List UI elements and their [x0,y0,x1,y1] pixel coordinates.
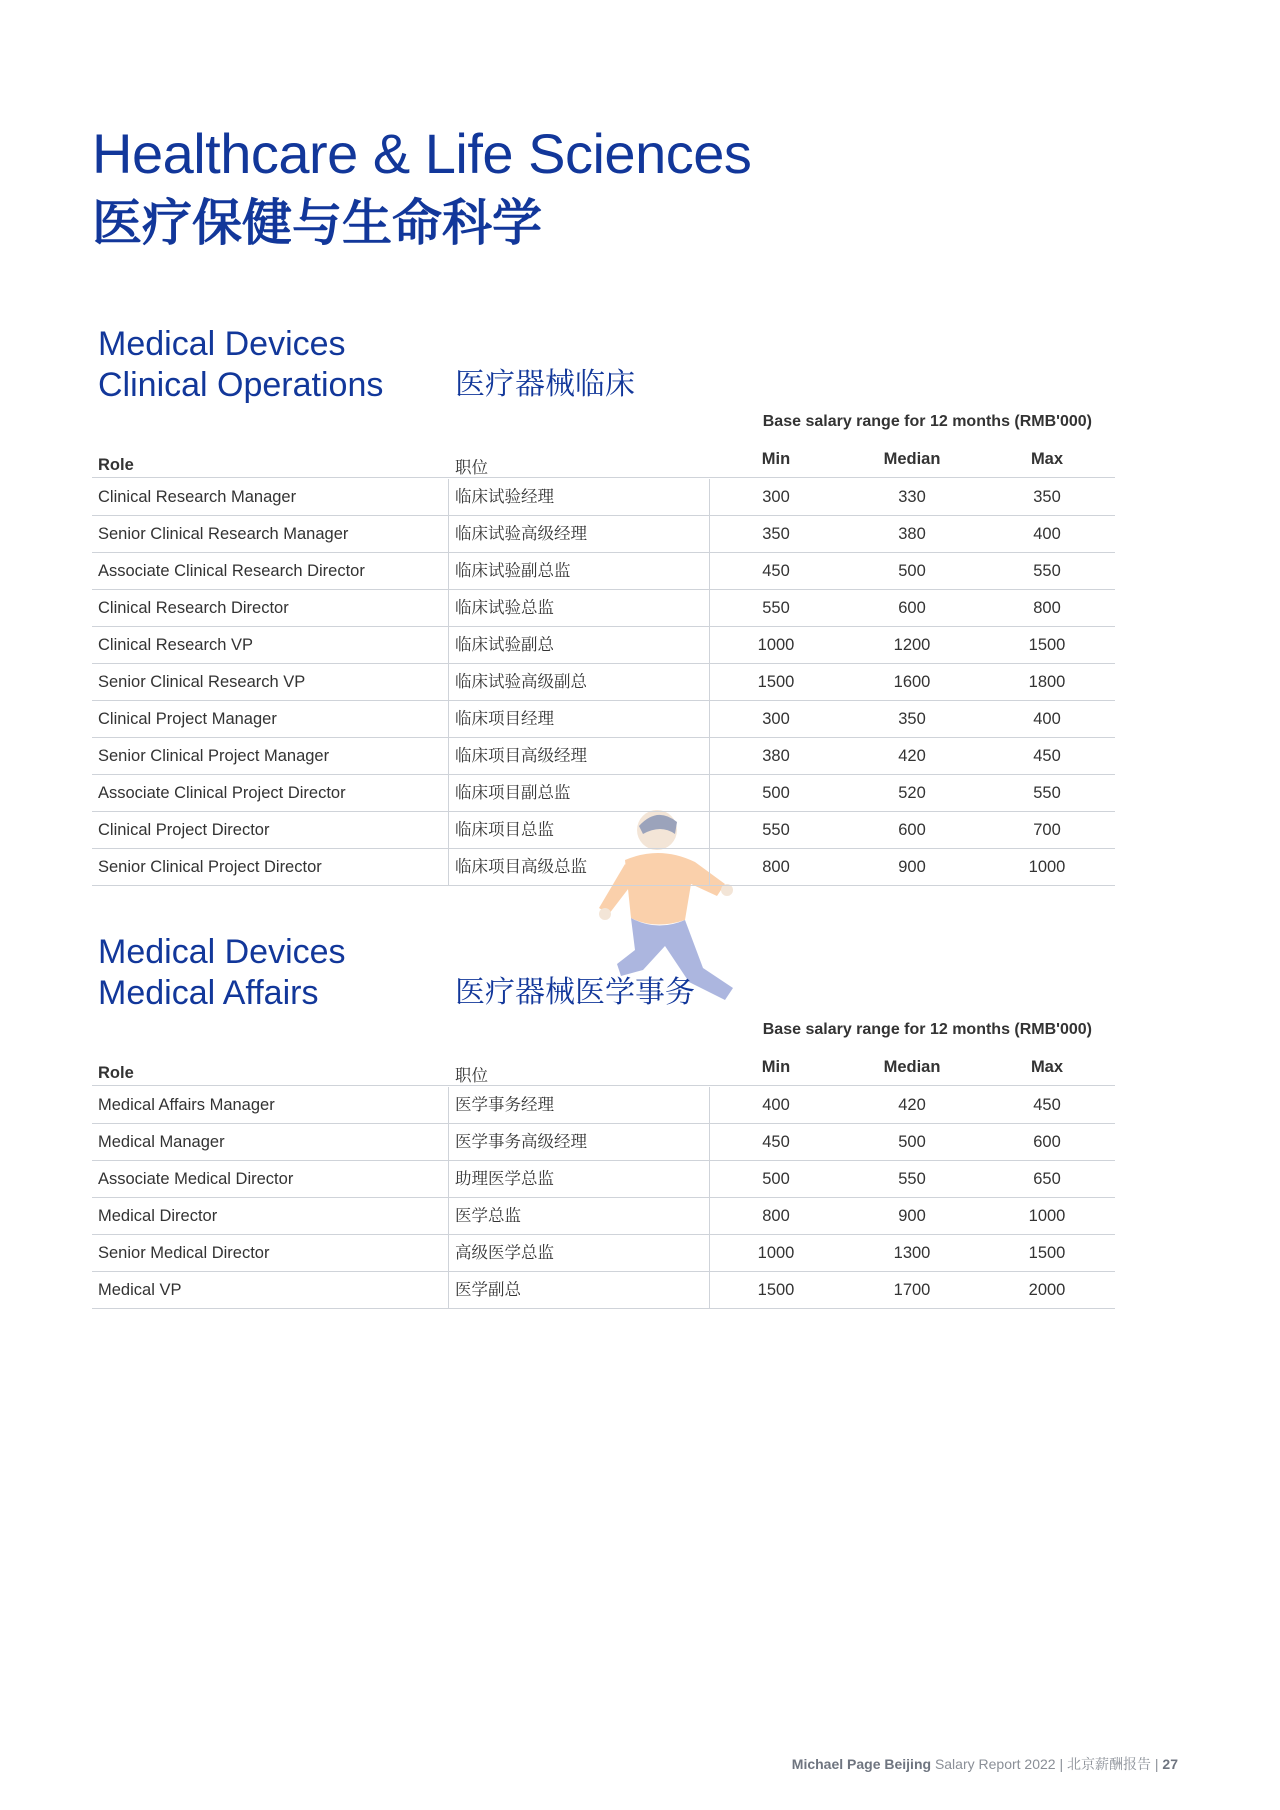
table-row [92,812,1115,849]
section-title-cn: 医疗器械临床 [455,368,635,401]
role-cell: Senior Clinical Research Manager [98,525,349,543]
role-cell: Clinical Research Director [98,599,289,617]
role-cn-cell: 临床试验副总 [455,636,554,654]
table-row [92,664,1115,701]
table-row [92,849,1115,886]
median-cell: 420 [898,1096,926,1114]
max-cell: 550 [1033,784,1061,802]
role-cell: Senior Clinical Project Manager [98,747,330,765]
role-cell: Clinical Project Director [98,821,270,839]
table-row [92,1235,1115,1272]
median-cell: 900 [898,1207,926,1225]
max-cell: 450 [1033,1096,1061,1114]
min-cell: 400 [762,1096,790,1114]
max-cell: 400 [1033,525,1061,543]
col-header-median: Median [883,1058,941,1076]
page-title-cn: 医疗保健与生命科学 [92,195,542,251]
median-cell: 1700 [893,1281,931,1299]
role-cn-cell: 临床项目高级经理 [455,747,587,765]
role-cn-cell: 临床试验经理 [455,488,554,506]
min-cell: 1000 [757,1244,795,1262]
section-title-line2: Clinical Operations [98,366,384,404]
role-cell: Medical VP [98,1281,182,1299]
max-cell: 1500 [1028,1244,1066,1262]
salary-range-label: Base salary range for 12 months (RMB'000) [762,1021,1092,1038]
table-row [92,701,1115,738]
footer-report: Salary Report 2022 [934,1756,1056,1772]
min-cell: 300 [762,710,790,728]
salary-table-clinical-operations [92,479,1115,886]
table-row [92,516,1115,553]
role-cell: Associate Clinical Research Director [98,562,365,580]
header-rule-numbers [709,1085,1115,1086]
col-header-max: Max [1030,450,1064,468]
role-cn-cell: 医学事务经理 [455,1096,554,1114]
table-row [92,738,1115,775]
median-cell: 1300 [893,1244,931,1262]
max-cell: 650 [1033,1170,1061,1188]
header-rule-numbers [709,477,1115,478]
table-row [92,627,1115,664]
min-cell: 1500 [757,1281,795,1299]
table-row [92,590,1115,627]
role-cn-cell: 临床项目高级总监 [455,858,587,876]
role-cell: Senior Clinical Project Director [98,858,322,876]
table-row [92,479,1115,516]
col-header-min: Min [761,450,791,468]
footer-divider: | [1154,1756,1163,1772]
median-cell: 420 [898,747,926,765]
table-row [92,1124,1115,1161]
col-header-role-cn: 职位 [455,1067,488,1085]
min-cell: 1500 [757,673,795,691]
median-cell: 520 [898,784,926,802]
section-title-clinical-operations [98,324,383,406]
min-cell: 300 [762,488,790,506]
col-header-role: Role [98,456,134,474]
max-cell: 600 [1033,1133,1061,1151]
min-cell: 800 [762,1207,790,1225]
max-cell: 1800 [1028,673,1066,691]
col-header-role: Role [98,1064,134,1082]
median-cell: 330 [898,488,926,506]
role-cell: Senior Clinical Research VP [98,673,306,691]
median-cell: 500 [898,562,926,580]
table-row [92,775,1115,812]
role-cn-cell: 临床试验总监 [455,599,554,617]
max-cell: 2000 [1028,1281,1066,1299]
footer-company: Michael Page Beijing [791,1756,932,1772]
col-header-max: Max [1030,1058,1064,1076]
role-cell: Medical Manager [98,1133,225,1151]
max-cell: 350 [1033,488,1061,506]
col-header-median: Median [883,450,941,468]
role-cn-cell: 医学总监 [455,1207,521,1225]
role-cell: Medical Director [98,1207,218,1225]
salary-table-medical-affairs [92,1087,1115,1309]
page-footer [792,1754,1178,1774]
median-cell: 600 [898,821,926,839]
page-number: 27 [1162,1756,1178,1772]
table-row [92,1272,1115,1309]
footer-divider: | [1059,1756,1067,1772]
role-cn-cell: 助理医学总监 [455,1170,554,1188]
role-cell: Associate Clinical Project Director [98,784,346,802]
col-header-min: Min [761,1058,791,1076]
role-cn-cell: 医学事务高级经理 [455,1133,587,1151]
role-cell: Clinical Project Manager [98,710,277,728]
section-title-line1: Medical Devices [98,325,346,363]
max-cell: 700 [1033,821,1061,839]
role-cn-cell: 临床项目总监 [455,821,554,839]
role-cn-cell: 高级医学总监 [455,1244,554,1262]
role-cn-cell: 医学副总 [455,1281,521,1299]
min-cell: 1000 [757,636,795,654]
role-cell: Clinical Research Manager [98,488,297,506]
section-title-medical-affairs [98,932,346,1014]
table-row [92,1087,1115,1124]
table-row [92,1161,1115,1198]
role-cell: Senior Medical Director [98,1244,270,1262]
min-cell: 550 [762,821,790,839]
median-cell: 350 [898,710,926,728]
min-cell: 500 [762,1170,790,1188]
max-cell: 1500 [1028,636,1066,654]
section-title-cn: 医疗器械医学事务 [455,976,695,1009]
section-title-line1: Medical Devices [98,933,346,971]
median-cell: 1600 [893,673,931,691]
max-cell: 1000 [1028,1207,1066,1225]
footer-report-cn: 北京薪酬报告 [1067,1756,1151,1772]
median-cell: 380 [898,525,926,543]
min-cell: 450 [762,1133,790,1151]
table-row [92,553,1115,590]
role-cn-cell: 临床试验副总监 [455,562,571,580]
median-cell: 550 [898,1170,926,1188]
min-cell: 800 [762,858,790,876]
section-title-line2: Medical Affairs [98,974,319,1012]
col-header-role-cn: 职位 [455,459,488,477]
role-cn-cell: 临床试验高级经理 [455,525,587,543]
max-cell: 400 [1033,710,1061,728]
table-row [92,1198,1115,1235]
role-cn-cell: 临床项目副总监 [455,784,571,802]
median-cell: 600 [898,599,926,617]
min-cell: 450 [762,562,790,580]
page-title: Healthcare & Life Sciences [92,122,752,185]
role-cell: Clinical Research VP [98,636,253,654]
salary-range-label: Base salary range for 12 months (RMB'000) [762,413,1092,430]
median-cell: 500 [898,1133,926,1151]
role-cn-cell: 临床项目经理 [455,710,554,728]
min-cell: 500 [762,784,790,802]
median-cell: 900 [898,858,926,876]
min-cell: 380 [762,747,790,765]
role-cell: Medical Affairs Manager [98,1096,275,1114]
role-cn-cell: 临床试验高级副总 [455,673,587,691]
median-cell: 1200 [893,636,931,654]
min-cell: 550 [762,599,790,617]
max-cell: 1000 [1028,858,1066,876]
role-cell: Associate Medical Director [98,1170,294,1188]
max-cell: 800 [1033,599,1061,617]
min-cell: 350 [762,525,790,543]
max-cell: 450 [1033,747,1061,765]
max-cell: 550 [1033,562,1061,580]
